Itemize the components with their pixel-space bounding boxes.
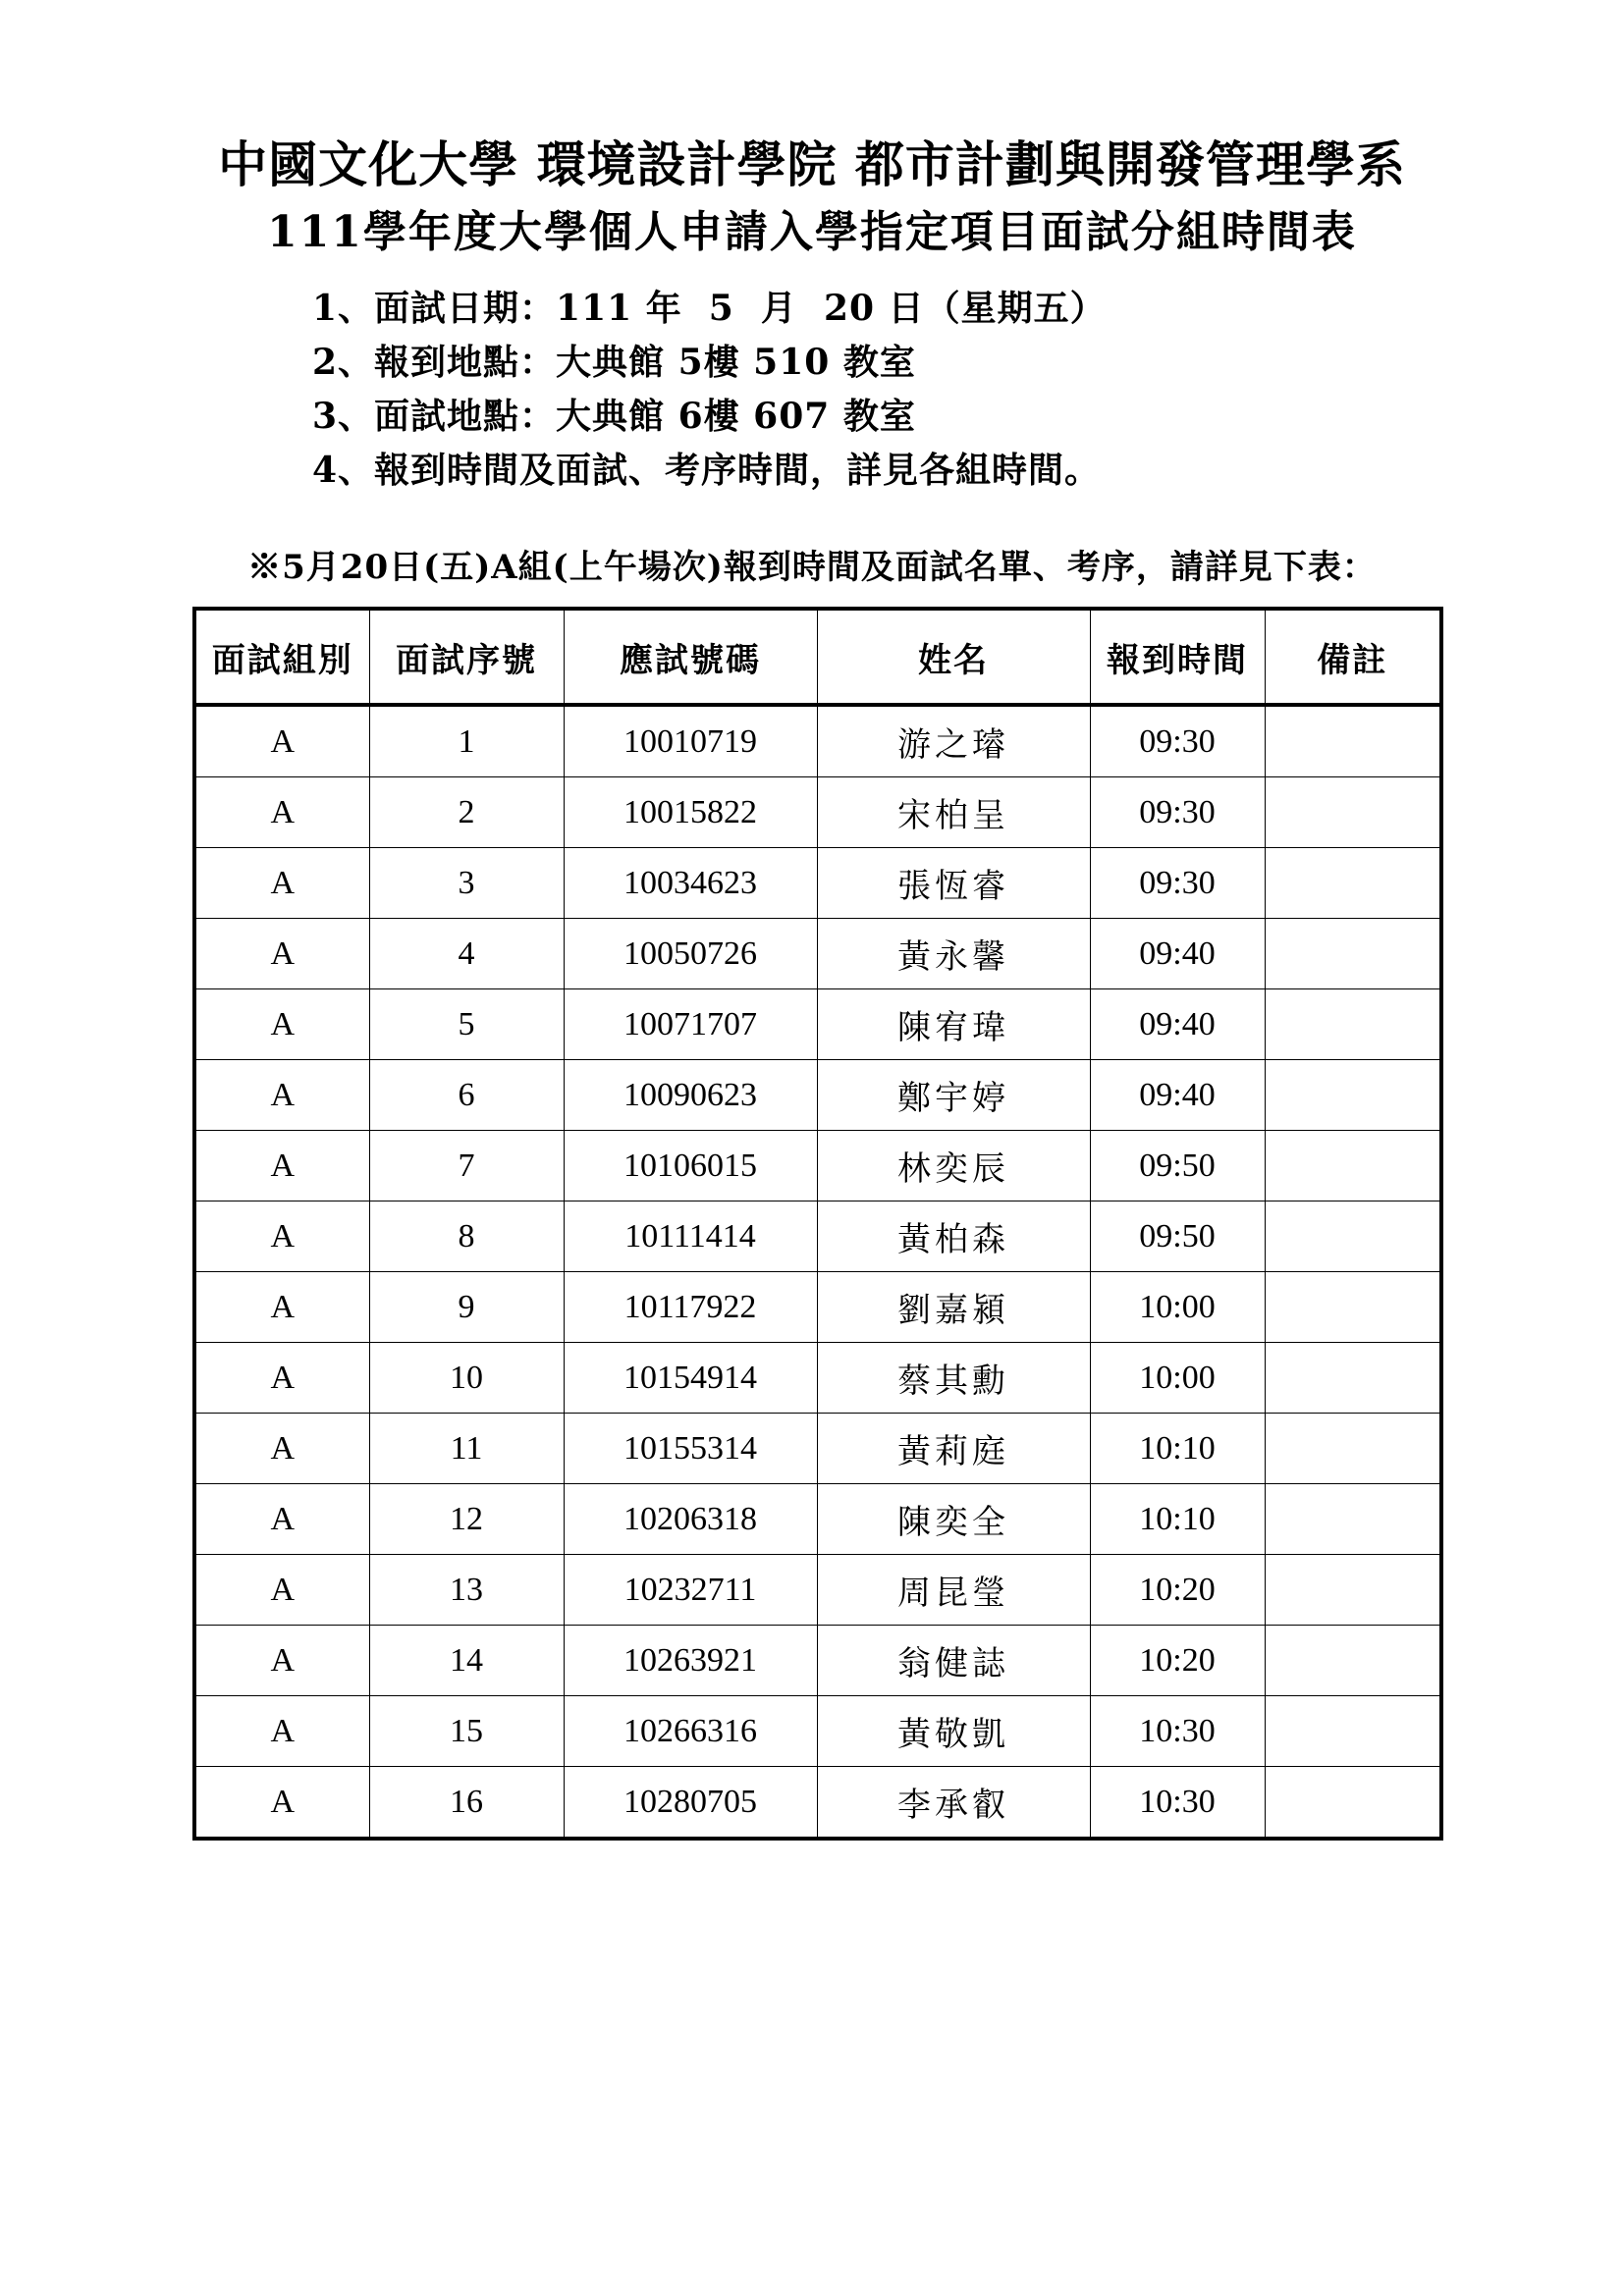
table-row (194, 1131, 1441, 1201)
exam-number-cell: 10034623 (564, 848, 817, 919)
checkin-time-cell: 10:10 (1090, 1414, 1265, 1484)
exam-number-cell: 10050726 (564, 919, 817, 989)
order-cell: 11 (369, 1414, 564, 1484)
exam-number-cell: 10232711 (564, 1555, 817, 1626)
order-cell: 5 (369, 989, 564, 1060)
header-remarks: 備註 (1265, 609, 1441, 705)
exam-number-cell: 10154914 (564, 1343, 817, 1414)
remarks-cell (1265, 1060, 1441, 1131)
checkin-time-cell: 09:40 (1090, 989, 1265, 1060)
table-header-row (194, 609, 1441, 705)
table-row (194, 1555, 1441, 1626)
name-cell: 游之璿 (817, 705, 1090, 777)
checkin-time-cell: 10:00 (1090, 1343, 1265, 1414)
checkin-time-cell: 10:20 (1090, 1555, 1265, 1626)
remarks-cell (1265, 1343, 1441, 1414)
name-cell: 黃永馨 (817, 919, 1090, 989)
order-cell: 1 (369, 705, 564, 777)
order-cell: 4 (369, 919, 564, 989)
group-cell: A (194, 1343, 369, 1414)
header-name: 姓名 (817, 609, 1090, 705)
checkin-time-cell: 10:00 (1090, 1272, 1265, 1343)
name-cell: 宋柏呈 (817, 777, 1090, 848)
group-cell: A (194, 1626, 369, 1696)
checkin-time-cell: 09:40 (1090, 1060, 1265, 1131)
table-row (194, 919, 1441, 989)
checkin-time-cell: 09:30 (1090, 705, 1265, 777)
remarks-cell (1265, 1626, 1441, 1696)
exam-number-cell: 10010719 (564, 705, 817, 777)
group-cell: A (194, 1555, 369, 1626)
group-cell: A (194, 1767, 369, 1840)
table-row (194, 705, 1441, 777)
order-cell: 2 (369, 777, 564, 848)
order-cell: 8 (369, 1201, 564, 1272)
name-cell: 黃莉庭 (817, 1414, 1090, 1484)
name-cell: 林奕辰 (817, 1131, 1090, 1201)
checkin-time-cell: 09:40 (1090, 919, 1265, 989)
header-order: 面試序號 (369, 609, 564, 705)
info-item-date: 1、面試日期：111 年 5 月 20 日（星期五） (312, 288, 1107, 329)
remarks-cell (1265, 1696, 1441, 1767)
group-cell: A (194, 919, 369, 989)
order-cell: 12 (369, 1484, 564, 1555)
table-row (194, 1272, 1441, 1343)
checkin-time-cell: 10:30 (1090, 1767, 1265, 1840)
remarks-cell (1265, 1555, 1441, 1626)
name-cell: 李承叡 (817, 1767, 1090, 1840)
order-cell: 15 (369, 1696, 564, 1767)
remarks-cell (1265, 919, 1441, 989)
group-cell: A (194, 1272, 369, 1343)
interview-schedule-table (192, 607, 1443, 1841)
remarks-cell (1265, 777, 1441, 848)
table-row (194, 1414, 1441, 1484)
header-group: 面試組別 (194, 609, 369, 705)
order-cell: 9 (369, 1272, 564, 1343)
name-cell: 黃柏森 (817, 1201, 1090, 1272)
name-cell: 蔡其勳 (817, 1343, 1090, 1414)
remarks-cell (1265, 1767, 1441, 1840)
order-cell: 7 (369, 1131, 564, 1201)
remarks-cell (1265, 989, 1441, 1060)
remarks-cell (1265, 705, 1441, 777)
table-row (194, 1484, 1441, 1555)
remarks-cell (1265, 848, 1441, 919)
group-cell: A (194, 1414, 369, 1484)
exam-number-cell: 10111414 (564, 1201, 817, 1272)
checkin-time-cell: 10:10 (1090, 1484, 1265, 1555)
table-row (194, 1696, 1441, 1767)
name-cell: 翁健誌 (817, 1626, 1090, 1696)
exam-number-cell: 10266316 (564, 1696, 817, 1767)
table-row (194, 1626, 1441, 1696)
table-row (194, 1201, 1441, 1272)
remarks-cell (1265, 1414, 1441, 1484)
schedule-note: ※5月20日(五)A組(上午場次)報到時間及面試名單、考序，請詳見下表： (247, 548, 1377, 587)
exam-number-cell: 10263921 (564, 1626, 817, 1696)
info-item-checkin-location: 2、報到地點：大典館 5樓 510 教室 (312, 342, 916, 383)
table-row (194, 777, 1441, 848)
table-row (194, 1767, 1441, 1840)
order-cell: 6 (369, 1060, 564, 1131)
order-cell: 16 (369, 1767, 564, 1840)
name-cell: 張恆睿 (817, 848, 1090, 919)
exam-number-cell: 10117922 (564, 1272, 817, 1343)
checkin-time-cell: 10:30 (1090, 1696, 1265, 1767)
remarks-cell (1265, 1272, 1441, 1343)
group-cell: A (194, 705, 369, 777)
name-cell: 陳奕全 (817, 1484, 1090, 1555)
name-cell: 陳宥瑋 (817, 989, 1090, 1060)
checkin-time-cell: 09:30 (1090, 848, 1265, 919)
checkin-time-cell: 09:50 (1090, 1131, 1265, 1201)
checkin-time-cell: 10:20 (1090, 1626, 1265, 1696)
group-cell: A (194, 1484, 369, 1555)
info-item-schedule-note: 4、報到時間及面試、考序時間，詳見各組時間。 (312, 450, 1102, 491)
name-cell: 周昆瑩 (817, 1555, 1090, 1626)
group-cell: A (194, 777, 369, 848)
name-cell: 鄭宇婷 (817, 1060, 1090, 1131)
remarks-cell (1265, 1201, 1441, 1272)
group-cell: A (194, 1201, 369, 1272)
info-list (312, 288, 1107, 507)
document-title: 中國文化大學 環境設計學院 都市計劃與開發管理學系 (218, 135, 1406, 193)
order-cell: 3 (369, 848, 564, 919)
group-cell: A (194, 1131, 369, 1201)
exam-number-cell: 10071707 (564, 989, 817, 1060)
exam-number-cell: 10155314 (564, 1414, 817, 1484)
exam-number-cell: 10090623 (564, 1060, 817, 1131)
exam-number-cell: 10015822 (564, 777, 817, 848)
exam-number-cell: 10106015 (564, 1131, 817, 1201)
table-row (194, 1343, 1441, 1414)
checkin-time-cell: 09:50 (1090, 1201, 1265, 1272)
order-cell: 10 (369, 1343, 564, 1414)
document-subtitle: 111學年度大學個人申請入學指定項目面試分組時間表 (267, 207, 1357, 257)
checkin-time-cell: 09:30 (1090, 777, 1265, 848)
remarks-cell (1265, 1131, 1441, 1201)
header-checkin-time: 報到時間 (1090, 609, 1265, 705)
exam-number-cell: 10280705 (564, 1767, 817, 1840)
info-item-interview-location: 3、面試地點：大典館 6樓 607 教室 (312, 396, 916, 437)
order-cell: 14 (369, 1626, 564, 1696)
group-cell: A (194, 989, 369, 1060)
exam-number-cell: 10206318 (564, 1484, 817, 1555)
group-cell: A (194, 1060, 369, 1131)
header-exam-number: 應試號碼 (564, 609, 817, 705)
name-cell: 劉嘉潁 (817, 1272, 1090, 1343)
table-row (194, 848, 1441, 919)
table-row (194, 1060, 1441, 1131)
name-cell: 黃敬凱 (817, 1696, 1090, 1767)
table-row (194, 989, 1441, 1060)
group-cell: A (194, 848, 369, 919)
remarks-cell (1265, 1484, 1441, 1555)
group-cell: A (194, 1696, 369, 1767)
order-cell: 13 (369, 1555, 564, 1626)
